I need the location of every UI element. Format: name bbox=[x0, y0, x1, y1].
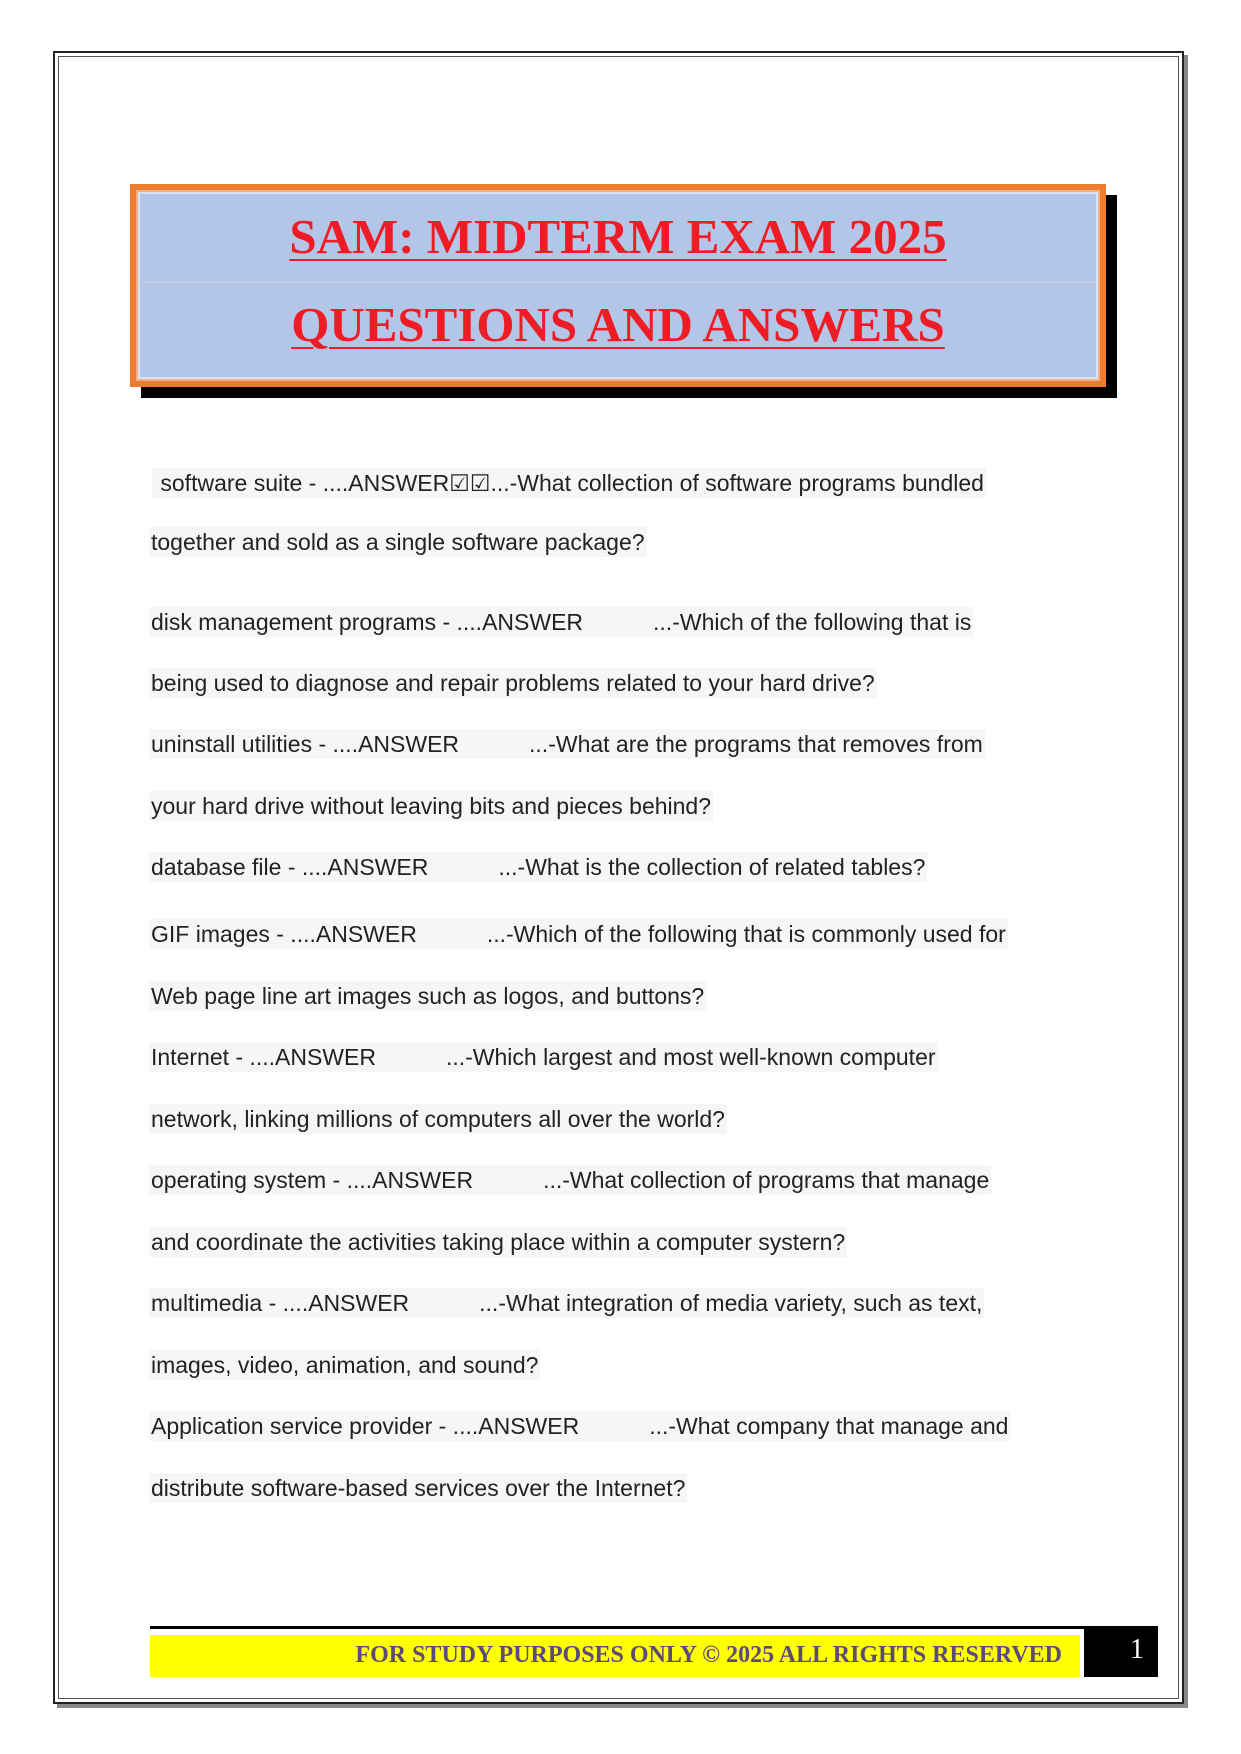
qa-term: operating system - ....ANSWER bbox=[151, 1167, 474, 1193]
qa-question-line bbox=[149, 1042, 938, 1072]
qa-question: ...-Which largest and most well-known computer bbox=[445, 1044, 936, 1070]
qa-term: Internet - ....ANSWER bbox=[151, 1044, 376, 1070]
qa-item bbox=[149, 1288, 1079, 1411]
qa-question-line: distribute software-based services over the Internet? bbox=[151, 1475, 686, 1501]
qa-question: ...-What is the collection of related tables? bbox=[498, 854, 926, 880]
qa-item bbox=[149, 1411, 1079, 1534]
qa-question-line: being used to diagnose and repair problems related to your hard drive? bbox=[151, 670, 875, 696]
title-box bbox=[130, 184, 1106, 387]
qa-question: ...-Which of the following that is bbox=[653, 609, 972, 635]
qa-item bbox=[149, 1165, 1079, 1288]
qa-term: uninstall utilities - ....ANSWER bbox=[151, 731, 460, 757]
qa-item bbox=[149, 1042, 1079, 1165]
qa-question-line bbox=[149, 1288, 984, 1318]
footer-text: FOR STUDY PURPOSES ONLY © 2025 ALL RIGHTS RESERVED bbox=[355, 1642, 1062, 1668]
qa-question-line: software suite - ....ANSWER☑☑...-What collection of software programs bundled bbox=[154, 470, 984, 496]
qa-question: ...-What company that manage and bbox=[649, 1413, 1009, 1439]
qa-question-line: your hard drive without leaving bits and pieces behind? bbox=[151, 793, 712, 819]
qa-question: ...-What integration of media variety, such as text, bbox=[479, 1290, 983, 1316]
qa-question-line: and coordinate the activities taking place within a computer systern? bbox=[151, 1229, 846, 1255]
qa-question-line bbox=[149, 1165, 991, 1195]
qa-item bbox=[149, 607, 1079, 729]
qa-term: GIF images - ....ANSWER bbox=[151, 921, 417, 947]
qa-question-line: images, video, animation, and sound? bbox=[151, 1352, 539, 1378]
qa-question-line: network, linking millions of computers all over the world? bbox=[151, 1106, 725, 1132]
qa-term: multimedia - ....ANSWER bbox=[151, 1290, 410, 1316]
qa-item bbox=[149, 919, 1079, 1042]
qa-question-line: together and sold as a single software package? bbox=[151, 529, 645, 555]
qa-question: ...-Which of the following that is commonly used for bbox=[486, 921, 1006, 947]
qa-term: Application service provider - ....ANSWER bbox=[151, 1413, 580, 1439]
title-line-2: QUESTIONS AND ANSWERS bbox=[291, 297, 945, 352]
qa-term: disk management programs - ....ANSWER bbox=[151, 609, 584, 635]
qa-question-line bbox=[149, 919, 1008, 949]
qa-item bbox=[149, 852, 1079, 919]
qa-item bbox=[149, 468, 1079, 607]
title-line-1: SAM: MIDTERM EXAM 2025 bbox=[289, 209, 947, 264]
qa-question: ...-What are the programs that removes from bbox=[529, 731, 983, 757]
qa-list bbox=[149, 468, 1079, 1534]
qa-question-line bbox=[149, 852, 927, 882]
qa-question: ...-What collection of programs that manage bbox=[543, 1167, 990, 1193]
footer-bar bbox=[150, 1635, 1080, 1677]
page-number-box bbox=[1084, 1626, 1158, 1677]
qa-question-line bbox=[149, 729, 985, 759]
title-separator bbox=[142, 282, 1094, 283]
qa-question-line: Web page line art images such as logos, and buttons? bbox=[151, 983, 705, 1009]
qa-term: database file - ....ANSWER bbox=[151, 854, 429, 880]
qa-question-line bbox=[149, 1411, 1010, 1441]
page-number: 1 bbox=[1130, 1634, 1144, 1665]
qa-question-line bbox=[149, 607, 973, 637]
footer-rule bbox=[150, 1626, 1086, 1629]
qa-item bbox=[149, 729, 1079, 852]
